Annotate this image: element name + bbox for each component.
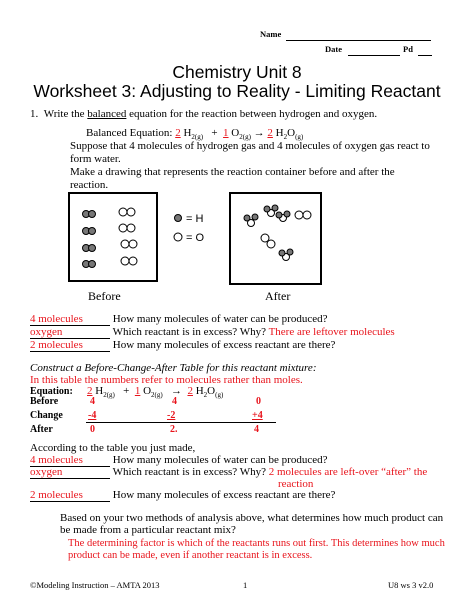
- drawing-line-2: reaction.: [70, 179, 109, 191]
- pd-line[interactable]: [418, 55, 432, 56]
- suppose-line-2: form water.: [70, 153, 121, 165]
- legend-hydrogen: = H: [172, 209, 203, 227]
- h2-molecule: [83, 211, 96, 268]
- o2-molecule: [119, 208, 137, 265]
- answer1-excess: oxygen Which reactant is in excess? Why? There are leftover molecules: [30, 326, 395, 338]
- pd-label: Pd: [403, 44, 413, 54]
- bca-cell-o2: 4: [172, 396, 177, 407]
- q1-prompt: 1. Write the balanced equation for the reaction between hydrogen and oxygen.: [30, 108, 378, 120]
- water-molecule: [244, 205, 293, 261]
- answer1-amount: 2 molecules How many molecules of excess reactant are there?: [30, 339, 336, 351]
- bca-row-label: Change: [30, 410, 63, 421]
- answer-blank[interactable]: 2 molecules: [30, 489, 110, 502]
- after-molecules: [231, 194, 320, 283]
- conclusion-answer-1: The determining factor is which of the reactants runs out first. This determines how much: [68, 538, 445, 549]
- answer1-water: 4 molecules How many molecules of water can be produced?: [30, 313, 328, 325]
- bca-cell-h2: 0: [90, 424, 95, 435]
- bca-equation: 2 $H_{2(g)}$ + 1 $O_{2(g)}$ → 2 $H_2O_{(g)}$: [87, 385, 224, 400]
- hydrogen-atom-icon: [172, 212, 186, 224]
- before-container: [68, 192, 158, 282]
- footer-copyright: ©Modeling Instruction – AMTA 2013: [30, 580, 160, 590]
- bca-cell-h2o: 4: [254, 424, 259, 435]
- bca-note: In this table the numbers refer to molecules rather than moles.: [30, 374, 303, 386]
- before-molecules: [70, 194, 156, 280]
- bca-equation-label: Equation:: [30, 386, 73, 397]
- bca-cell-h2: -4: [88, 410, 97, 421]
- drawing-line-1: Make a drawing that represents the reaction container before and after the: [70, 166, 395, 178]
- answer2-excess: oxygen Which reactant is in excess? Why? 2 molecules are left-over “after” the: [30, 466, 428, 478]
- bca-cell-h2: 4: [90, 396, 95, 407]
- date-line[interactable]: [348, 55, 400, 56]
- legend-oxygen: = O: [172, 228, 204, 246]
- name-label: Name: [260, 29, 282, 39]
- bca-row-label: After: [30, 424, 53, 435]
- oxygen-atom-icon: [172, 231, 186, 243]
- bca-cell-o2: 2.: [170, 424, 178, 435]
- bca-row-label: Before: [30, 396, 59, 407]
- after-container: [229, 192, 322, 285]
- bca-cell-o2: -2: [167, 410, 176, 421]
- after-label: After: [265, 289, 291, 303]
- answer-blank[interactable]: 4 molecules: [30, 454, 110, 467]
- answer2-excess-cont: reaction: [278, 478, 314, 490]
- conclusion-question-2: be made from a particular reactant mix?: [60, 524, 236, 536]
- bca-cell-h2o: +4: [252, 410, 263, 421]
- bca-cell-h2o: 0: [256, 396, 261, 407]
- answer2-amount: 2 molecules How many molecules of excess reactant are there?: [30, 489, 336, 501]
- conclusion-question-1: Based on your two methods of analysis above, what determines how much product can: [60, 512, 444, 524]
- answer-blank[interactable]: 2 molecules: [30, 339, 110, 352]
- answer-blank[interactable]: oxygen: [30, 326, 110, 339]
- title-line-1: Chemistry Unit 8: [172, 62, 302, 82]
- bca-change-underline: [86, 422, 276, 423]
- balanced-equation: Balanced Equation: 2 $H_{2(g)}$ + 1 $O_{2(g)} \to 2$ $H_2O_{(g)}$: [86, 127, 304, 142]
- answer-blank[interactable]: oxygen: [30, 466, 110, 479]
- bca-heading: Construct a Before-Change-After Table for this reactant mixture:: [30, 362, 317, 374]
- title-line-2: Worksheet 3: Adjusting to Reality - Limiting Reactant: [33, 81, 441, 101]
- answers2-intro: According to the table you just made,: [30, 442, 196, 454]
- before-label: Before: [88, 289, 121, 303]
- answer2-water: 4 molecules How many molecules of water can be produced?: [30, 454, 328, 466]
- name-line[interactable]: [286, 40, 431, 41]
- footer-page-number: 1: [243, 580, 248, 590]
- conclusion-answer-2: product can be made, even if another reactant is in excess.: [68, 550, 313, 561]
- footer-version: U8 ws 3 v2.0: [388, 580, 434, 590]
- suppose-line-1: Suppose that 4 molecules of hydrogen gas and 4 molecules of oxygen gas react to: [70, 140, 430, 152]
- date-label: Date: [325, 44, 342, 54]
- answer-blank[interactable]: 4 molecules: [30, 313, 110, 326]
